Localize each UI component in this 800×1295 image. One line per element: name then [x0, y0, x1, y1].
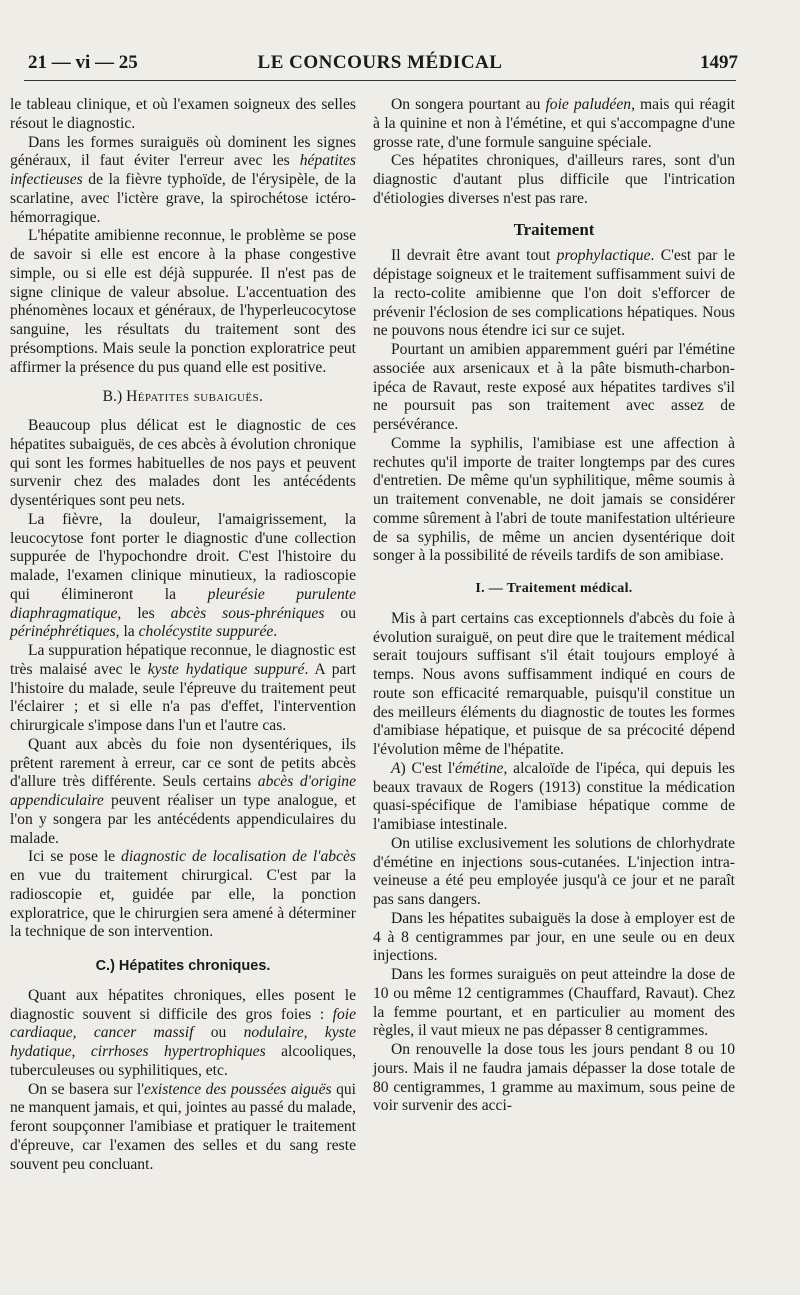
running-header [22, 52, 738, 78]
paragraph: Comme la syphilis, l'amibiase est une affection à rechutes qu'il importe de traiter longtemps par des cures d'entretien. De même qu'un syphilitique, même soumis à un traitement convenable, ne doit jamais se considérer comme sûrement à l'abri de toute manifestation ultérieure de sa syphilis, de même un ancien dysentérique doit songer à la possibilité de réveils tardifs de son amibiase. [373, 434, 735, 565]
paragraph: Il devrait être avant tout prophylactique. C'est par le dépistage soigneux et le traitement suffisamment suivi de la recto-colite amibienne que l'on doit s'efforcer de prévenir l'éclosion de ses complications hépatiques. Nous ne pouvons nous étendre ici sur ce sujet. [373, 247, 735, 340]
paragraph: La suppuration hépatique reconnue, le diagnostic est très malaisé avec le kyste hydatique suppuré. A part l'histoire du malade, seule l'épreuve du traitement peut l'éclairer ; et si elle n'a pas d'effet, l'intervention chirurgicale s'impose dans l'un et l'autre cas. [10, 642, 356, 734]
header-date: 21 — vi — 25 [28, 52, 138, 73]
paragraph: Pourtant un amibien apparemment guéri par l'émétine associée aux arsenicaux et à la pâte bismuth-charbon-ipéca de Ravaut, reste exposé aux hépatites tardives s'il ne poursuit pas son traitement avec assez de persévérance. [373, 341, 735, 433]
paragraph: A) C'est l'émétine, alcaloïde de l'ipéca, qui depuis les beaux travaux de Rogers (1913) constitue la médication quasi-spécifique de l'amibiase hépatique comme de l'amibiase intestinale. [373, 759, 735, 833]
section-heading-c: C.) Hépatites chroniques. [95, 958, 271, 974]
paragraph: Dans les formes suraiguës où dominent les signes généraux, il faut éviter l'erreur avec les hépatites infectieuses de la fièvre typhoïde, de l'érysipèle, de la scarlatine, avec l'ictère grave, la spirochétose ictéro-hémorragique. [10, 133, 356, 226]
paragraph: On renouvelle la dose tous les jours pendant 8 ou 10 jours. Mais il ne faudra jamais dépasser la dose totale de 80 centigrammes, 1 gramme au maximum, sous peine de voir survenir des acci- [373, 1041, 735, 1115]
paragraph: Quant aux hépatites chroniques, elles posent le diagnostic souvent si difficile des gros foies : foie cardiaque, cancer massif ou nodulaire, kyste hydatique, cirrhoses hypertrophiques alcooliques, tuberculeuses ou syphilitiques, etc. [10, 986, 356, 1079]
section-heading-traitement: Traitement [513, 219, 595, 239]
left-column [10, 96, 356, 1174]
journal-title: LE CONCOURS MÉDICAL [257, 52, 503, 73]
paragraph: L'hépatite amibienne reconnue, le problème se pose de savoir si elle est encore à la phase congestive simple, ou si elle est déjà suppurée. Il n'est pas de signe clinique de valeur absolue. L'accentuation des phénomènes locaux et généraux, de l'hyperleucocytose sanguine, les résultats du traitement sont des présomptions. Mais seule la ponction exploratrice peut affirmer la présence du pus quand elle est positive. [10, 227, 356, 376]
paragraph: Quant aux abcès du foie non dysentériques, ils prêtent rarement à erreur, car ce sont de petits abcès d'allure très différente. Seuls certains abcès d'origine appendiculaire peuvent réaliser un type analogue, et l'on y songera par les antécédents appendiculaires du malade. [10, 735, 356, 847]
paragraph: On songera pourtant au foie paludéen, mais qui réagit à la quinine et non à l'émétine, et qui s'accompagne d'une grosse rate, d'une formule sanguine spéciale. [373, 96, 735, 151]
paragraph: La fièvre, la douleur, l'amaigrissement, la leucocytose font porter le diagnostic d'une collection suppurée de l'hypochondre droit. C'est l'histoire du malade, l'examen clinique minutieux, la radioscopie qui élimineront la pleurésie purulente diaphragmatique, les abcès sous-phréniques ou périnéphrétiques, la cholécystite suppurée. [10, 510, 357, 641]
section-heading-b: B.) Hépatites subaiguës. [102, 388, 264, 406]
paragraph: Ces hépatites chroniques, d'ailleurs rares, sont d'un diagnostic d'autant plus difficile que l'intrication d'étiologies diverses n'est pas rare. [373, 152, 735, 207]
paragraph: Mis à part certains cas exceptionnels d'abcès du foie à évolution suraiguë, on peut dire que le traitement médical serait toujours suffisant s'il était toujours employé à temps. Nous avons suffisamment indiqué en cours de route son efficacité remarquable, puisqu'il constitue un des meilleurs éléments du diagnostic de toutes les formes d'amibiase hépatique, et puisque de sa précocité dépend l'évolution même de l'hépatite. [373, 609, 735, 758]
paragraph: On se basera sur l'existence des poussées aiguës qui ne manquent jamais, et qui, jointes au passé du malade, feront soupçonner l'amibiase et pratiquer le traitement d'épreuve, car l'examen des selles et du sang reste souvent peu concluant. [10, 1080, 356, 1173]
paragraph: Beaucoup plus délicat est le diagnostic de ces hépatites subaiguës, de ces abcès à évolution chronique qui sont les formes habituelles de nos pays et peuvent survenir chez des malades dont les antécédents dysentériques sont peu nets. [10, 417, 356, 509]
paragraph: Dans les hépatites subaiguës la dose à employer est de 4 à 8 centigrammes par jour, en une seule ou en deux injections. [373, 909, 735, 965]
section-heading-traitement-medical: I. — Traitement médical. [475, 581, 633, 596]
paragraph: le tableau clinique, et où l'examen soigneux des selles résout le diagnostic. [10, 96, 356, 132]
right-column [373, 96, 735, 1116]
header-rule [24, 80, 736, 81]
page-number: 1497 [700, 52, 738, 73]
paragraph: Ici se pose le diagnostic de localisation de l'abcès en vue du traitement chirurgical. C'est par la radioscopie et, guidée par elle, la ponction exploratrice, que le chirurgien sera amené à déterminer la technique de son intervention. [10, 848, 356, 941]
paragraph: Dans les formes suraiguës on peut atteindre la dose de 10 ou même 12 centigrammes (Chauffard, Ravaut). Chez la femme pourtant, et en particulier au moment des règles, il vaut mieux ne pas dépasser 8 centigrammes. [373, 966, 735, 1040]
paragraph: On utilise exclusivement les solutions de chlorhydrate d'émétine en injections sous-cutanées. L'injection intra-veineuse a été peu employée jusqu'à ce jour et ne paraît pas sans dangers. [373, 834, 735, 908]
